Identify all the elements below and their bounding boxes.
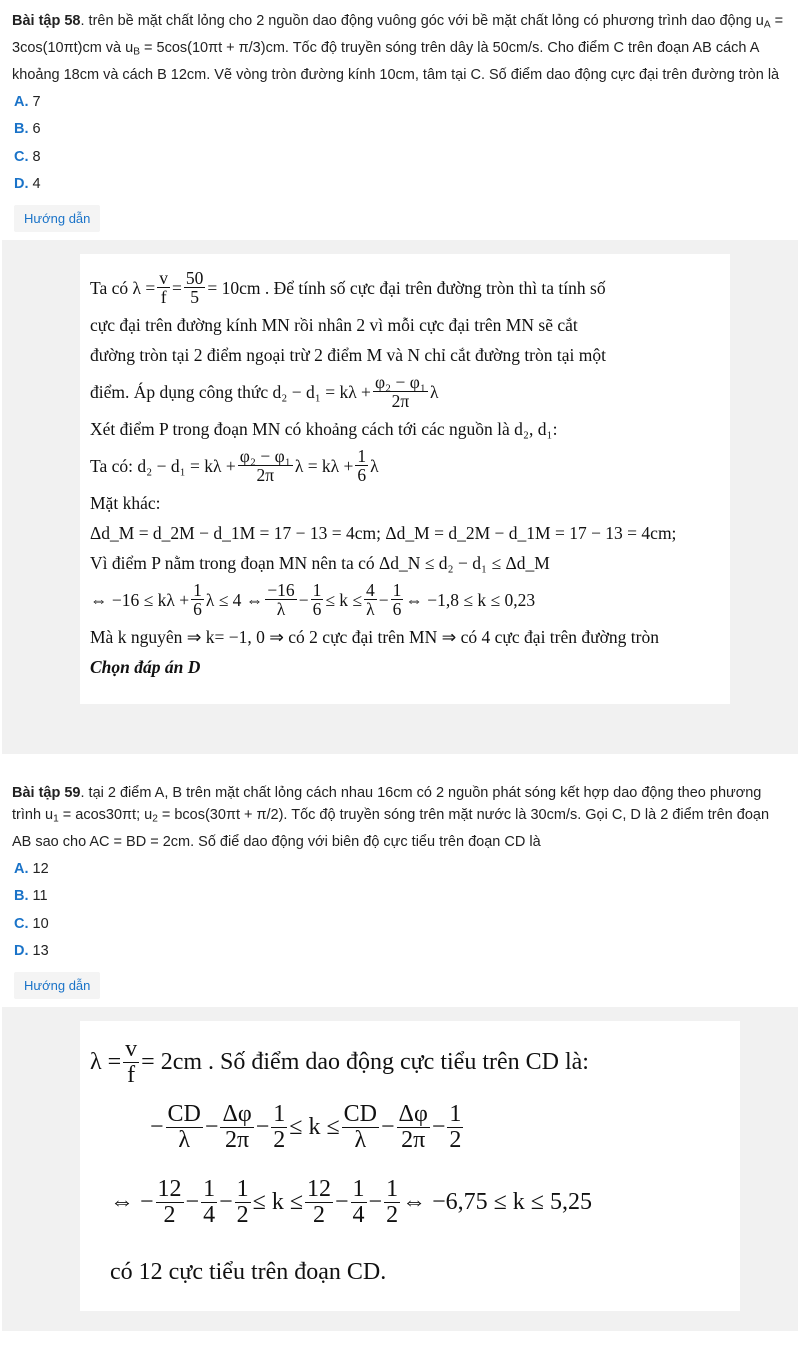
- sol-answer: Chọn đáp án D: [90, 656, 201, 677]
- option-c[interactable]: C. 10: [14, 915, 49, 932]
- option-c[interactable]: C. 8: [14, 148, 41, 165]
- solution-58: [2, 240, 798, 754]
- sol-line: Ta có λ = $\frac{v}{f}$ = $\frac{50}{5}$ = 10cm . Để tính số cực đại trên đường tròn thì ta tính số: [90, 267, 606, 308]
- option-b[interactable]: B. 6: [14, 121, 41, 138]
- sol-line: Δd_M = d_2M − d_1M = 17 − 13 = 4cm; Δd_M = d_2M − d_1M = 17 − 13 = 4cm;: [90, 522, 677, 543]
- sol-line: ⇔ −16 ≤ kλ + $\frac{1}{6}$ λ ≤ 4 ⇔ $\frac{-16}{\lambda}$ − $\frac{1}{6}$ ≤ k ≤ $\frac{4}{\lambda}$ − $\frac{1}{6}$ ⇔ −1,8 ≤ k ≤ 0,23: [90, 579, 536, 620]
- question-58-options: [0, 87, 800, 199]
- question-59: Bài tập 59. tại 2 điểm A, B trên mặt chất lỏng cách nhau 16cm có 2 nguồn phát sóng kết hợp dao động theo phương trình $u_1 = acos30\pi t$; $u_2 = bcos(30\pi t + \pi/2)$. Tốc độ truyền sóng trên mặt nước là 30cm/s. Gọi C, D là 2 điểm trên đoạn AB sao cho AC = BD = 2cm. Số điể dao động với biên độ cực tiểu trên đoạn CD là: [12, 784, 770, 851]
- option-a[interactable]: A. 12: [14, 860, 49, 877]
- sol-line: Mặt khác:: [90, 492, 161, 513]
- sol-conclusion: có 12 cực tiểu trên đoạn CD.: [110, 1259, 387, 1286]
- question-59-number: Bài tập 59: [12, 784, 81, 801]
- option-a[interactable]: A. 7: [14, 93, 41, 110]
- option-b[interactable]: B. 11: [14, 888, 48, 905]
- sol-line: điểm. Áp dụng công thức d₂ − d₁ = kλ + $\frac{\text{φ₂ − φ₁}}{2\pi}$ λ: [90, 371, 439, 412]
- sol-line: đường tròn tại 2 điểm ngoại trừ 2 điểm M và N chỉ cắt đường tròn tại một: [90, 344, 606, 365]
- hint-tab-59[interactable]: Hướng dẫn: [14, 972, 100, 999]
- sol-line: ⇔ − $\frac{12}{2}$ − $\frac{1}{4}$ − $\frac{1}{2}$ ≤ k ≤ $\frac{12}{2}$ − $\frac{1}{4}$ − $\frac{1}{2}$ ⇔ −6,75 ≤ k ≤ 5,25: [110, 1175, 592, 1229]
- sol-line: Xét điểm P trong đoạn MN có khoảng cách tới các nguồn là d₂, d₁:: [90, 418, 558, 439]
- option-d[interactable]: D. 4: [14, 176, 41, 193]
- sol-line: − $\frac{CD}{\lambda}$ − $\frac{\Delta\varphi}{2\pi}$ − $\frac{1}{2}$ ≤ k ≤ $\frac{CD}{\lambda}$ − $\frac{\Delta\varphi}{2\pi}$ − $\frac{1}{2}$: [150, 1100, 462, 1154]
- question-58-number: Bài tập 58: [12, 13, 81, 29]
- sol-line: cực đại trên đường kính MN rồi nhân 2 vì mỗi cực đại trên MN sẽ cắt: [90, 314, 578, 335]
- sol-line: Mà k nguyên ⇒ k= −1, 0 ⇒ có 2 cực đại trên MN ⇒ có 4 cực đại trên đường tròn: [90, 626, 659, 647]
- question-58: Bài tập 58. trên bề mặt chất lỏng cho 2 nguồn dao động vuông góc với bề mặt chất lỏng có phương trình dao động $u_A = 3\cos(10\pi t)cm$ và $u_B = 5\cos(10\pi t + \pi/3)cm$. Tốc độ truyền sóng trên dây là 50cm/s. Cho điểm C trên đoạn AB cách A khoảng 18cm và cách B 12cm. Vẽ vòng tròn đường kính 10cm, tâm tại C. Số điểm dao động cực đại trên đường tròn là: [12, 13, 784, 84]
- sol-line: λ = $\frac{v}{f}$ = 2cm . Số điểm dao động cực tiểu trên CD là:: [90, 1035, 589, 1089]
- option-d[interactable]: D. 13: [14, 943, 49, 960]
- sol-line: Ta có: d₂ − d₁ = kλ + $\frac{\text{φ₂ − φ₁}}{2\pi}$ λ = kλ + $\frac{1}{6}$ λ: [90, 445, 379, 486]
- question-59-options: [0, 854, 800, 966]
- sol-line: Vì điểm P nằm trong đoạn MN nên ta có Δd_N ≤ d₂ − d₁ ≤ Δd_M: [90, 552, 550, 573]
- solution-58-image: [80, 254, 730, 704]
- solution-59: [2, 1007, 798, 1331]
- solution-59-image: [80, 1021, 740, 1311]
- hint-tab-58[interactable]: Hướng dẫn: [14, 205, 100, 232]
